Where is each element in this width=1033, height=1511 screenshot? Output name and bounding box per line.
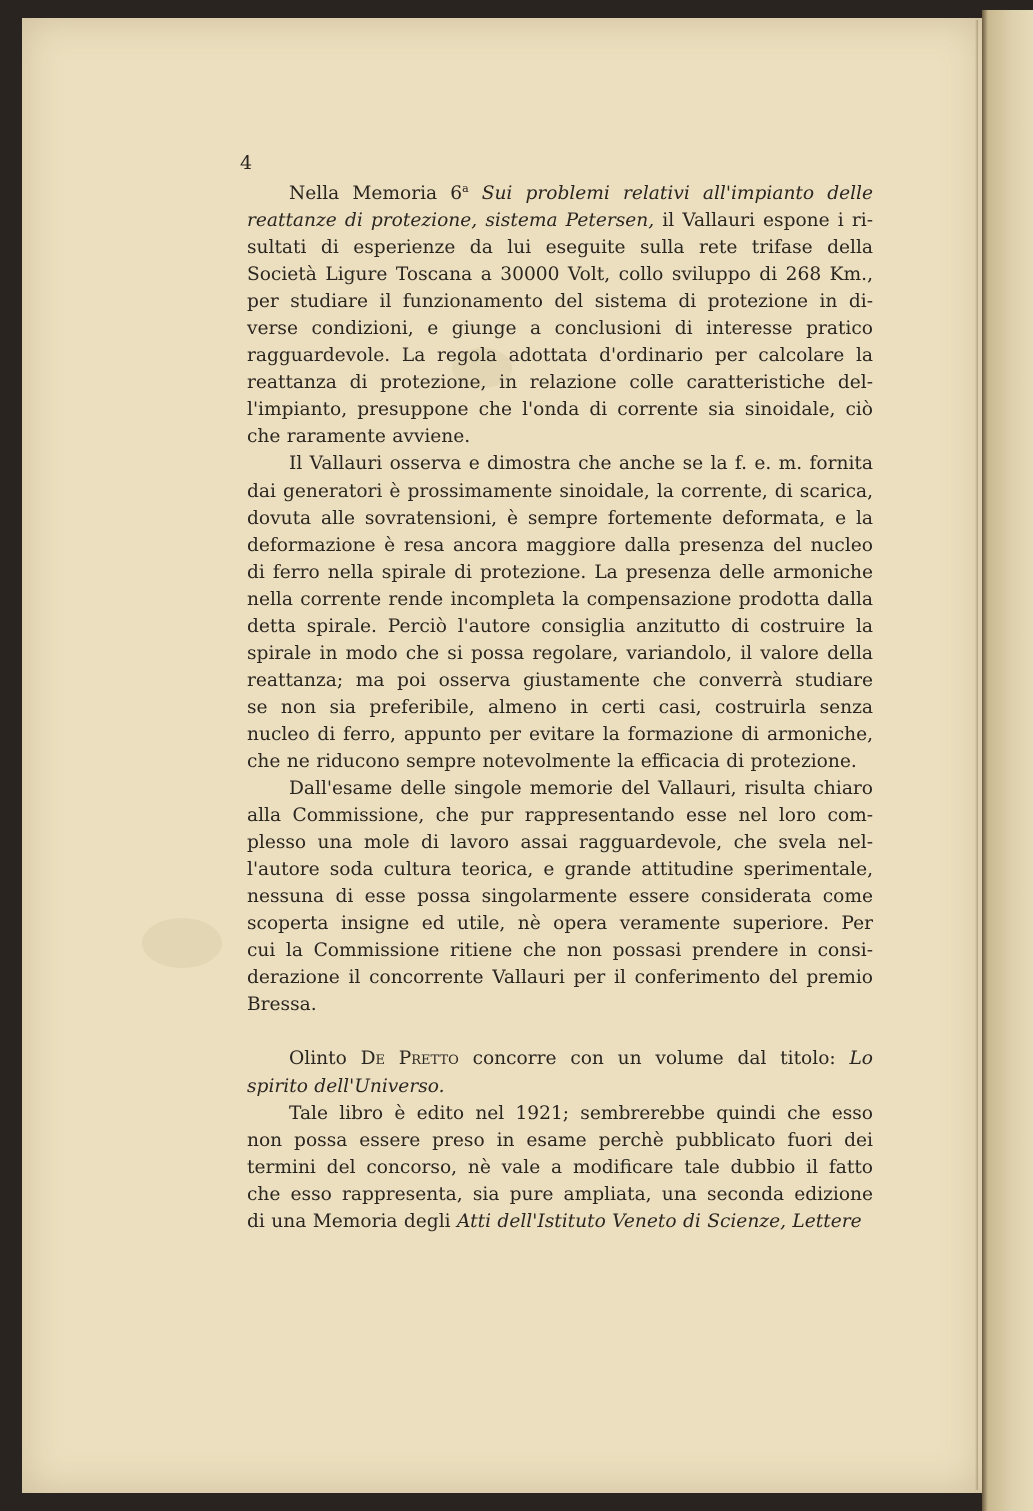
text-line <box>247 1100 873 1127</box>
text-run: detta spirale. Perciò l'autore consiglia anzitutto di costruire la <box>247 615 873 637</box>
text-line <box>247 613 873 640</box>
body-text <box>247 180 873 1235</box>
text-line <box>247 964 873 991</box>
text-line <box>247 991 873 1018</box>
text-run: termini del concorso, nè vale a modificare tale dubbio il fatto <box>247 1156 873 1178</box>
text-line <box>247 829 873 856</box>
text-line <box>247 342 873 369</box>
italic-text: spirito dell'Universo. <box>247 1075 445 1097</box>
text-run: per studiare il funzionamento del sistema di protezione in di- <box>247 291 873 313</box>
text-line <box>247 505 873 532</box>
text-run: nessuna di esse possa singolarmente essere considerata come <box>247 886 873 908</box>
text-line <box>247 396 873 423</box>
text-run: non possa essere preso in esame perchè pubblicato fuori dei <box>247 1129 873 1151</box>
paper-stain <box>142 918 222 968</box>
text-line <box>247 640 873 667</box>
text-run: di ferro nella spirale di protezione. La presenza delle armoniche <box>247 561 873 583</box>
text-line <box>247 721 873 748</box>
text-run: Il Vallauri osserva e dimostra che anche se la f. e. m. fornita <box>289 453 873 475</box>
text-run: scoperta insigne ed utile, nè opera veramente superiore. Per <box>247 913 873 935</box>
text-run: Società Ligure Toscana a 30000 Volt, collo sviluppo di 268 Km., <box>247 264 873 286</box>
text-run: il Vallauri espone i ri- <box>654 210 873 232</box>
text-line <box>247 315 873 342</box>
text-line <box>247 775 873 802</box>
text-run: spirale in modo che si possa regolare, variandolo, il valore della <box>247 642 873 664</box>
text-run: l'autore soda cultura teorica, e grande attitudine sperimentale, <box>247 859 873 881</box>
italic-text: Lo <box>849 1048 873 1070</box>
text-line <box>247 694 873 721</box>
text-line <box>247 1127 873 1154</box>
text-run: dai generatori è prossimamente sinoidale, la corrente, di scarica, <box>247 480 873 502</box>
text-run: reattanza; ma poi osserva giustamente che converrà studiare <box>247 669 873 691</box>
small-caps-name: De Pretto <box>360 1048 459 1070</box>
paragraph <box>247 1045 873 1099</box>
text-line <box>247 180 873 207</box>
text-run: di una Memoria degli <box>247 1210 458 1232</box>
text-line <box>247 883 873 910</box>
text-line <box>247 937 873 964</box>
paragraph <box>247 180 873 450</box>
text-run: dovuta alle sovratensioni, è sempre fortemente deformata, e la <box>247 507 873 529</box>
text-run: che esso rappresenta, sia pure ampliata, una seconda edizione <box>247 1183 873 1205</box>
superscript: a <box>462 181 469 195</box>
text-line <box>247 667 873 694</box>
text-run: l'impianto, presuppone che l'onda di corrente sia sinoidale, ciò <box>247 399 873 421</box>
paragraph <box>247 1100 873 1235</box>
text-run: Tale libro è edito nel 1921; sembrerebbe quindi che esso <box>289 1102 873 1124</box>
text-run: cui la Commissione ritiene che non possasi prendere in consi- <box>247 940 873 962</box>
text-line <box>247 1181 873 1208</box>
text-line <box>247 1073 873 1100</box>
text-line <box>247 1154 873 1181</box>
text-run: se non sia preferibile, almeno in certi casi, costruirla senza <box>247 696 873 718</box>
text-run: nucleo di ferro, appunto per evitare la formazione di armoniche, <box>247 723 873 745</box>
italic-text: Sui problemi relativi all'impianto delle <box>481 183 873 204</box>
text-run: alla Commissione, che pur rappresentando esse nel loro com- <box>247 805 873 827</box>
text-line <box>247 288 873 315</box>
text-run: Nella Memoria 6 <box>289 183 463 204</box>
text-run: che raramente avviene. <box>247 426 471 448</box>
text-run: nella corrente rende incompleta la compensazione prodotta dalla <box>247 588 873 610</box>
text-line <box>247 369 873 396</box>
page-gutter <box>975 20 978 1490</box>
text-run: Olinto <box>289 1048 361 1070</box>
text-line <box>247 234 873 261</box>
adjacent-page-edge <box>982 10 1033 1511</box>
paragraph <box>247 450 873 775</box>
text-run: Bressa. <box>247 994 317 1016</box>
text-line <box>247 450 873 477</box>
text-run: verse condizioni, e giunge a conclusioni di interesse pratico <box>247 318 873 340</box>
text-line <box>247 261 873 288</box>
text-line <box>247 559 873 586</box>
text-line <box>247 1208 873 1235</box>
italic-text: Atti dell'Istituto Veneto di Scienze, Lettere <box>457 1210 862 1232</box>
text-line <box>247 478 873 505</box>
text-line <box>247 207 873 234</box>
text-run: concorre con un volume dal titolo: <box>458 1048 850 1070</box>
italic-text: reattanze di protezione, sistema Petersen, <box>247 210 655 232</box>
text-line <box>247 802 873 829</box>
text-line <box>247 856 873 883</box>
text-line <box>247 423 873 450</box>
text-line <box>247 532 873 559</box>
text-run: reattanza di protezione, in relazione colle caratteristiche del- <box>247 372 873 394</box>
text-run: ragguardevole. La regola adottata d'ordinario per calcolare la <box>247 345 873 367</box>
text-run: deformazione è resa ancora maggiore dalla presenza del nucleo <box>247 534 873 556</box>
text-run <box>469 183 482 204</box>
text-run: plesso una mole di lavoro assai ragguardevole, che svela nel- <box>247 832 873 854</box>
page-number: 4 <box>240 152 253 174</box>
text-run: sultati di esperienze da lui eseguite sulla rete trifase della <box>247 237 873 259</box>
paragraph <box>247 775 873 1018</box>
text-run: che ne riducono sempre notevolmente la efficacia di protezione. <box>247 750 857 772</box>
text-line <box>247 586 873 613</box>
text-run: derazione il concorrente Vallauri per il conferimento del premio <box>247 967 873 989</box>
text-run: Dall'esame delle singole memorie del Vallauri, risulta chiaro <box>289 778 873 800</box>
text-line <box>247 1045 873 1072</box>
text-line <box>247 748 873 775</box>
text-line <box>247 910 873 937</box>
